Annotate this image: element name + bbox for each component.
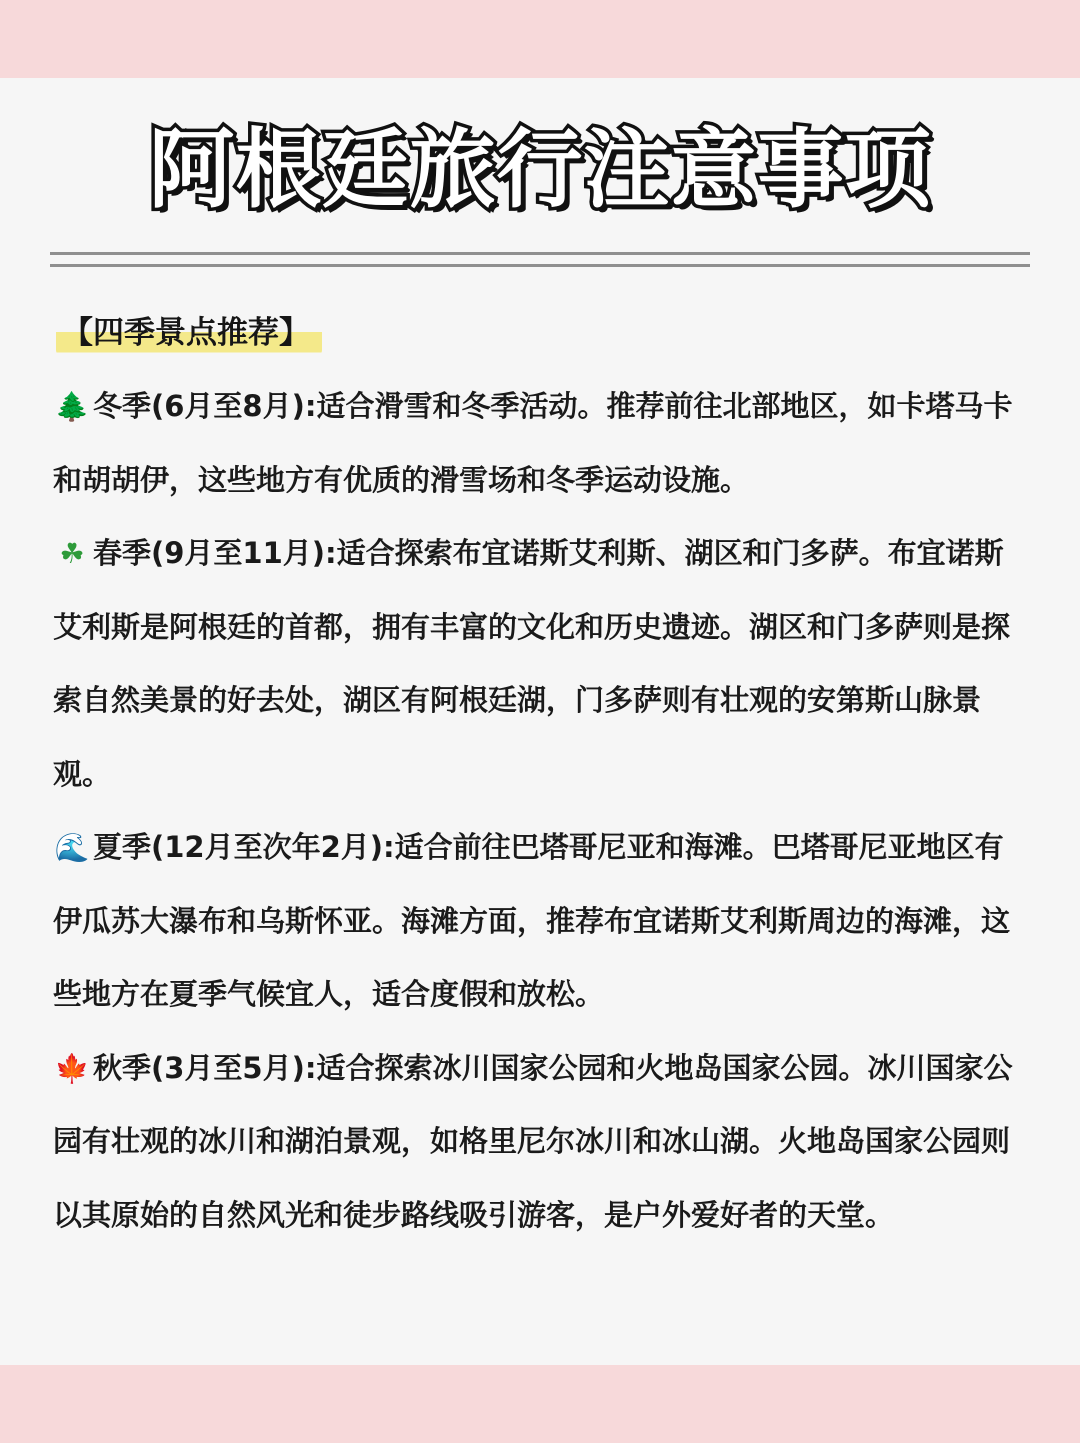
season-list (53, 370, 1028, 1252)
tree-icon: 🌲 (54, 390, 90, 423)
season-body: 适合探索布宜诺斯艾利斯、湖区和门多萨。布宜诺斯艾利斯是阿根廷的首都，拥有丰富的文化和历史遗迹。湖区和门多萨则是探索自然美景的好去处，湖区有阿根廷湖，门多萨则有壮观的安第斯山脉景观。 (53, 536, 1011, 791)
section-tag: 【四季景点推荐】 (56, 310, 322, 356)
season-body: 适合滑雪和冬季活动。推荐前往北部地区，如卡塔马卡和胡胡伊，这些地方有优质的滑雪场和冬季运动设施。 (53, 389, 1013, 497)
season-autumn (53, 1032, 1028, 1253)
maple-leaf-icon: 🍁 (54, 1051, 90, 1085)
season-summer (53, 811, 1028, 1032)
season-winter (53, 370, 1028, 517)
season-heading: 秋季(3月至5月): (93, 1050, 317, 1085)
season-body: 适合探索冰川国家公园和火地岛国家公园。冰川国家公园有壮观的冰川和湖泊景观，如格里尼尔冰川和冰山湖。火地岛国家公园则以其原始的自然风光和徒步路线吸引游客，是户外爱好者的天堂。 (53, 1050, 1013, 1232)
season-spring (53, 517, 1028, 811)
title-divider-top (50, 252, 1030, 255)
title-divider-bottom (50, 264, 1030, 267)
page-title: 阿根廷旅行注意事项 (148, 120, 932, 220)
season-heading: 冬季(6月至8月): (93, 389, 317, 423)
clover-icon: ☘ (59, 537, 85, 570)
season-body: 适合前往巴塔哥尼亚和海滩。巴塔哥尼亚地区有伊瓜苏大瀑布和乌斯怀亚。海滩方面，推荐布宜诺斯艾利斯周边的海滩，这些地方在夏季气候宜人，适合度假和放松。 (53, 830, 1011, 1011)
wave-icon: 🌊 (54, 831, 90, 864)
season-heading: 夏季(12月至次年2月): (93, 830, 395, 864)
season-heading: 春季(9月至11月): (93, 536, 337, 570)
